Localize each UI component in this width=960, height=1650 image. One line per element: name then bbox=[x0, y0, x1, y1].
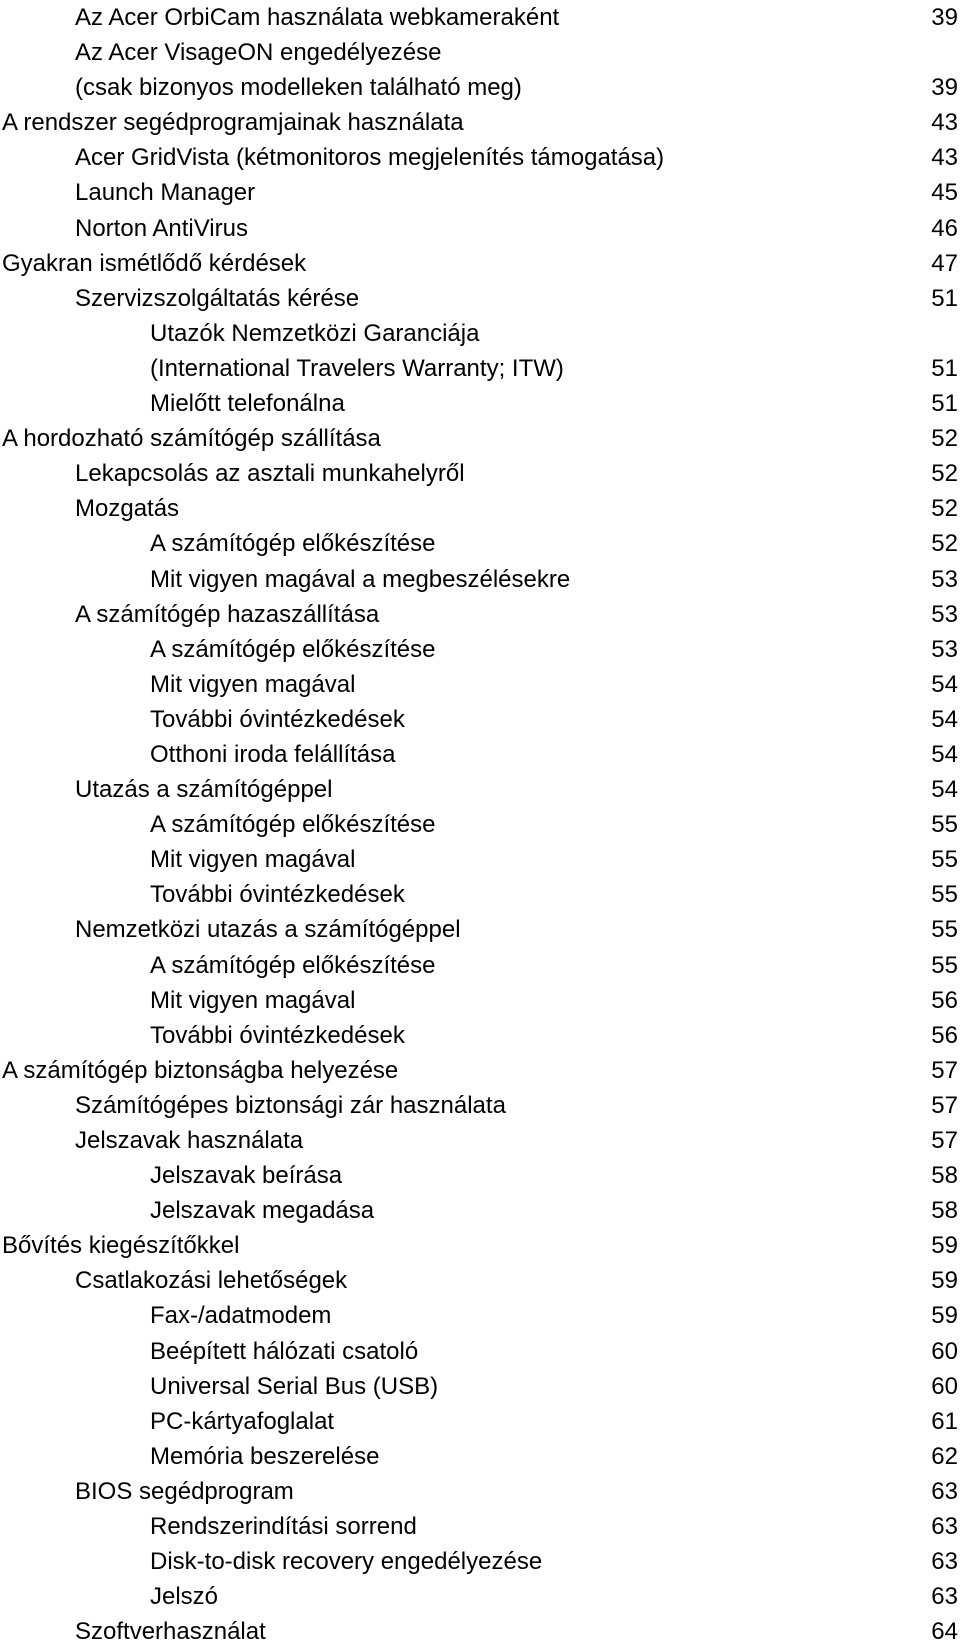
toc-page-number: 55 bbox=[931, 951, 958, 979]
toc-entry[interactable] bbox=[0, 1404, 960, 1439]
toc-page-number: 57 bbox=[931, 1127, 958, 1154]
toc-entry[interactable] bbox=[0, 1614, 960, 1649]
toc-entry[interactable] bbox=[0, 105, 960, 140]
toc-entry[interactable] bbox=[0, 702, 960, 737]
toc-entry[interactable] bbox=[0, 737, 960, 772]
toc-page-number: 55 bbox=[931, 811, 958, 839]
toc-page-number: 57 bbox=[931, 1056, 958, 1084]
toc-page-number: 63 bbox=[931, 1583, 958, 1611]
toc-entry-title[interactable]: Disk-to-disk recovery engedélyezése bbox=[150, 1548, 543, 1576]
toc-entry-title[interactable]: Jelszavak beírása bbox=[150, 1162, 343, 1190]
toc-entry-title[interactable]: Az Acer VisageON engedélyezése bbox=[75, 39, 442, 67]
toc-page-number: 55 bbox=[931, 846, 958, 874]
toc-entry[interactable] bbox=[0, 1088, 960, 1123]
toc-page-number: 56 bbox=[931, 986, 958, 1014]
toc-page-number: 52 bbox=[931, 460, 958, 488]
toc-page-number: 53 bbox=[931, 600, 958, 628]
toc-page-number: 63 bbox=[931, 1548, 958, 1576]
toc-entry-title[interactable]: További óvintézkedések bbox=[150, 1021, 405, 1049]
toc-entry[interactable] bbox=[0, 456, 960, 491]
toc-entry-title[interactable]: A számítógép biztonságba helyezése bbox=[2, 1056, 399, 1084]
toc-entry-title[interactable]: Az Acer OrbiCam használata webkameraként bbox=[75, 4, 560, 31]
toc-page-number: 47 bbox=[931, 249, 958, 277]
toc-entry-title[interactable]: A számítógép előkészítése bbox=[150, 811, 436, 839]
toc-entry[interactable] bbox=[0, 1439, 960, 1474]
toc-entry[interactable] bbox=[0, 491, 960, 526]
toc-entry[interactable] bbox=[0, 1298, 960, 1333]
toc-entry-title[interactable]: Mit vigyen magával a megbeszélésekre bbox=[150, 565, 571, 593]
toc-page-number: 56 bbox=[931, 1021, 958, 1049]
toc-entry-title[interactable]: Mit vigyen magával bbox=[150, 846, 356, 874]
toc-page-number: 53 bbox=[931, 565, 958, 593]
toc-page-number: 55 bbox=[931, 881, 958, 909]
toc-entry[interactable] bbox=[0, 1509, 960, 1544]
toc-page-number: 39 bbox=[931, 4, 958, 31]
toc-entry[interactable] bbox=[0, 1579, 960, 1614]
toc-entry[interactable] bbox=[0, 772, 960, 807]
toc-page-number: 64 bbox=[931, 1618, 958, 1646]
toc-entry-title[interactable]: Mozgatás bbox=[75, 495, 180, 523]
toc-page-number: 60 bbox=[931, 1372, 958, 1400]
toc-entry[interactable] bbox=[0, 667, 960, 702]
toc-page-number: 63 bbox=[931, 1477, 958, 1505]
toc-entry[interactable] bbox=[0, 281, 960, 316]
toc-entry-title[interactable]: Jelszó bbox=[150, 1583, 219, 1611]
toc-entry[interactable] bbox=[0, 912, 960, 947]
toc-entry[interactable] bbox=[0, 1123, 960, 1158]
toc-entry[interactable] bbox=[0, 1263, 960, 1298]
toc-entry[interactable] bbox=[0, 1369, 960, 1404]
toc-entry-title[interactable]: Nemzetközi utazás a számítógéppel bbox=[75, 916, 461, 944]
toc-entry-title[interactable]: Beépített hálózati csatoló bbox=[150, 1337, 419, 1365]
toc-entry[interactable] bbox=[0, 211, 960, 246]
toc-entry-title[interactable]: Mit vigyen magával bbox=[150, 986, 356, 1014]
toc-entry-title[interactable]: Memória beszerelése bbox=[150, 1442, 380, 1470]
toc-entry-title[interactable]: Mielőtt telefonálna bbox=[150, 390, 345, 418]
toc-page-number: 43 bbox=[931, 109, 958, 137]
toc-entry-title[interactable]: A számítógép hazaszállítása bbox=[75, 600, 380, 628]
toc-entry-title[interactable]: A számítógép előkészítése bbox=[150, 951, 436, 979]
toc-entry-title[interactable]: A számítógép előkészítése bbox=[150, 635, 436, 663]
toc-entry-title[interactable]: Utazás a számítógéppel bbox=[75, 776, 333, 804]
toc-page-number: 54 bbox=[931, 705, 958, 733]
toc-entry[interactable] bbox=[0, 597, 960, 632]
toc-page-number: 60 bbox=[931, 1337, 958, 1365]
toc-page-number: 43 bbox=[931, 144, 958, 172]
toc-entry-title[interactable]: Mit vigyen magával bbox=[150, 670, 356, 698]
toc-entry[interactable] bbox=[0, 1228, 960, 1263]
toc-entry-title[interactable]: A hordozható számítógép szállítása bbox=[2, 425, 381, 453]
toc-entry[interactable] bbox=[0, 35, 960, 70]
toc-page-number: 62 bbox=[931, 1442, 958, 1470]
toc-page-number: 58 bbox=[931, 1162, 958, 1190]
toc-entry[interactable] bbox=[0, 421, 960, 456]
toc-page-number: 57 bbox=[931, 1091, 958, 1119]
toc-page-number: 39 bbox=[931, 74, 958, 102]
toc-page-number: 59 bbox=[931, 1302, 958, 1330]
toc-entry-title[interactable]: Szoftverhasználat bbox=[75, 1618, 266, 1646]
toc-page-number: 46 bbox=[931, 214, 958, 242]
toc-entry[interactable] bbox=[0, 1334, 960, 1369]
toc-page-number: 55 bbox=[931, 916, 958, 944]
toc-entry[interactable] bbox=[0, 1544, 960, 1579]
toc-entry[interactable] bbox=[0, 246, 960, 281]
toc-page-number: 58 bbox=[931, 1197, 958, 1225]
toc-entry[interactable] bbox=[0, 1053, 960, 1088]
toc-entry[interactable] bbox=[0, 316, 960, 351]
toc-entry[interactable] bbox=[0, 70, 960, 105]
toc-entry-title[interactable]: A számítógép előkészítése bbox=[150, 530, 436, 558]
toc-page-number: 51 bbox=[931, 284, 958, 312]
toc-page-number: 59 bbox=[931, 1267, 958, 1295]
toc-entry[interactable] bbox=[0, 386, 960, 421]
toc-page-number: 45 bbox=[931, 179, 958, 207]
toc-page-number: 53 bbox=[931, 635, 958, 663]
toc-entry-title[interactable]: Otthoni iroda felállítása bbox=[150, 740, 396, 768]
toc-entry-title[interactable]: Acer GridVista (kétmonitoros megjelenítés támogatása) bbox=[75, 144, 665, 172]
toc-page-number: 54 bbox=[931, 670, 958, 698]
toc-page-number: 59 bbox=[931, 1232, 958, 1260]
toc-entry-title[interactable]: Utazók Nemzetközi Garanciája bbox=[150, 319, 480, 347]
toc-page-number: 52 bbox=[931, 530, 958, 558]
toc-entry[interactable] bbox=[0, 983, 960, 1018]
toc-entry-title[interactable]: BIOS segédprogram bbox=[75, 1477, 294, 1505]
toc-entry-title[interactable]: További óvintézkedések bbox=[150, 705, 405, 733]
toc-entry[interactable] bbox=[0, 1158, 960, 1193]
toc-entry-title[interactable]: Norton AntiVirus bbox=[75, 214, 248, 242]
toc-page-number: 52 bbox=[931, 495, 958, 523]
toc-entry[interactable] bbox=[0, 948, 960, 983]
toc-entry-title[interactable]: Launch Manager bbox=[75, 179, 256, 207]
toc-entry-title[interactable]: Számítógépes biztonsági zár használata bbox=[75, 1091, 506, 1119]
toc-entry[interactable] bbox=[0, 842, 960, 877]
toc-entry-title[interactable]: (csak bizonyos modelleken található meg) bbox=[75, 74, 522, 102]
toc-entry[interactable] bbox=[0, 877, 960, 912]
toc-entry[interactable] bbox=[0, 140, 960, 175]
toc-entry-title[interactable]: PC-kártyafoglalat bbox=[150, 1407, 335, 1435]
toc-page-number: 51 bbox=[931, 354, 958, 382]
toc-page-number: 61 bbox=[931, 1407, 958, 1435]
toc-entry[interactable] bbox=[0, 0, 960, 35]
toc-page-number: 52 bbox=[931, 425, 958, 453]
toc-entry[interactable] bbox=[0, 175, 960, 210]
toc-entry-title[interactable]: Szervizszolgáltatás kérése bbox=[75, 284, 360, 312]
toc-page-number: 54 bbox=[931, 740, 958, 768]
toc-entry-title[interactable]: A rendszer segédprogramjainak használata bbox=[2, 109, 464, 137]
toc-page-number: 54 bbox=[931, 776, 958, 804]
toc-entry[interactable] bbox=[0, 632, 960, 667]
toc-entry[interactable] bbox=[0, 351, 960, 386]
toc-entry-title[interactable]: Bővítés kiegészítőkkel bbox=[2, 1232, 240, 1260]
toc-entry[interactable] bbox=[0, 1193, 960, 1228]
toc-entry-title[interactable]: Csatlakozási lehetőségek bbox=[75, 1267, 348, 1295]
toc-page-number: 63 bbox=[931, 1513, 958, 1541]
toc-entry-title[interactable]: Fax-/adatmodem bbox=[150, 1302, 332, 1330]
toc-entry-title[interactable]: (International Travelers Warranty; ITW) bbox=[150, 354, 564, 382]
toc-entry[interactable] bbox=[0, 1474, 960, 1509]
toc-entry[interactable] bbox=[0, 526, 960, 561]
toc-entry-title[interactable]: Jelszavak megadása bbox=[150, 1197, 375, 1225]
toc-entry[interactable] bbox=[0, 1018, 960, 1053]
toc-entry-title[interactable]: Gyakran ismétlődő kérdések bbox=[2, 249, 307, 277]
toc-entry-title[interactable]: Rendszerindítási sorrend bbox=[150, 1513, 417, 1541]
toc-entry[interactable] bbox=[0, 562, 960, 597]
toc-entry-title[interactable]: Lekapcsolás az asztali munkahelyről bbox=[75, 460, 465, 488]
toc-entry[interactable] bbox=[0, 807, 960, 842]
toc-entry-title[interactable]: További óvintézkedések bbox=[150, 881, 405, 909]
toc-page-number: 51 bbox=[931, 390, 958, 418]
toc-entry-title[interactable]: Jelszavak használata bbox=[75, 1127, 304, 1154]
toc-entry-title[interactable]: Universal Serial Bus (USB) bbox=[150, 1372, 439, 1400]
